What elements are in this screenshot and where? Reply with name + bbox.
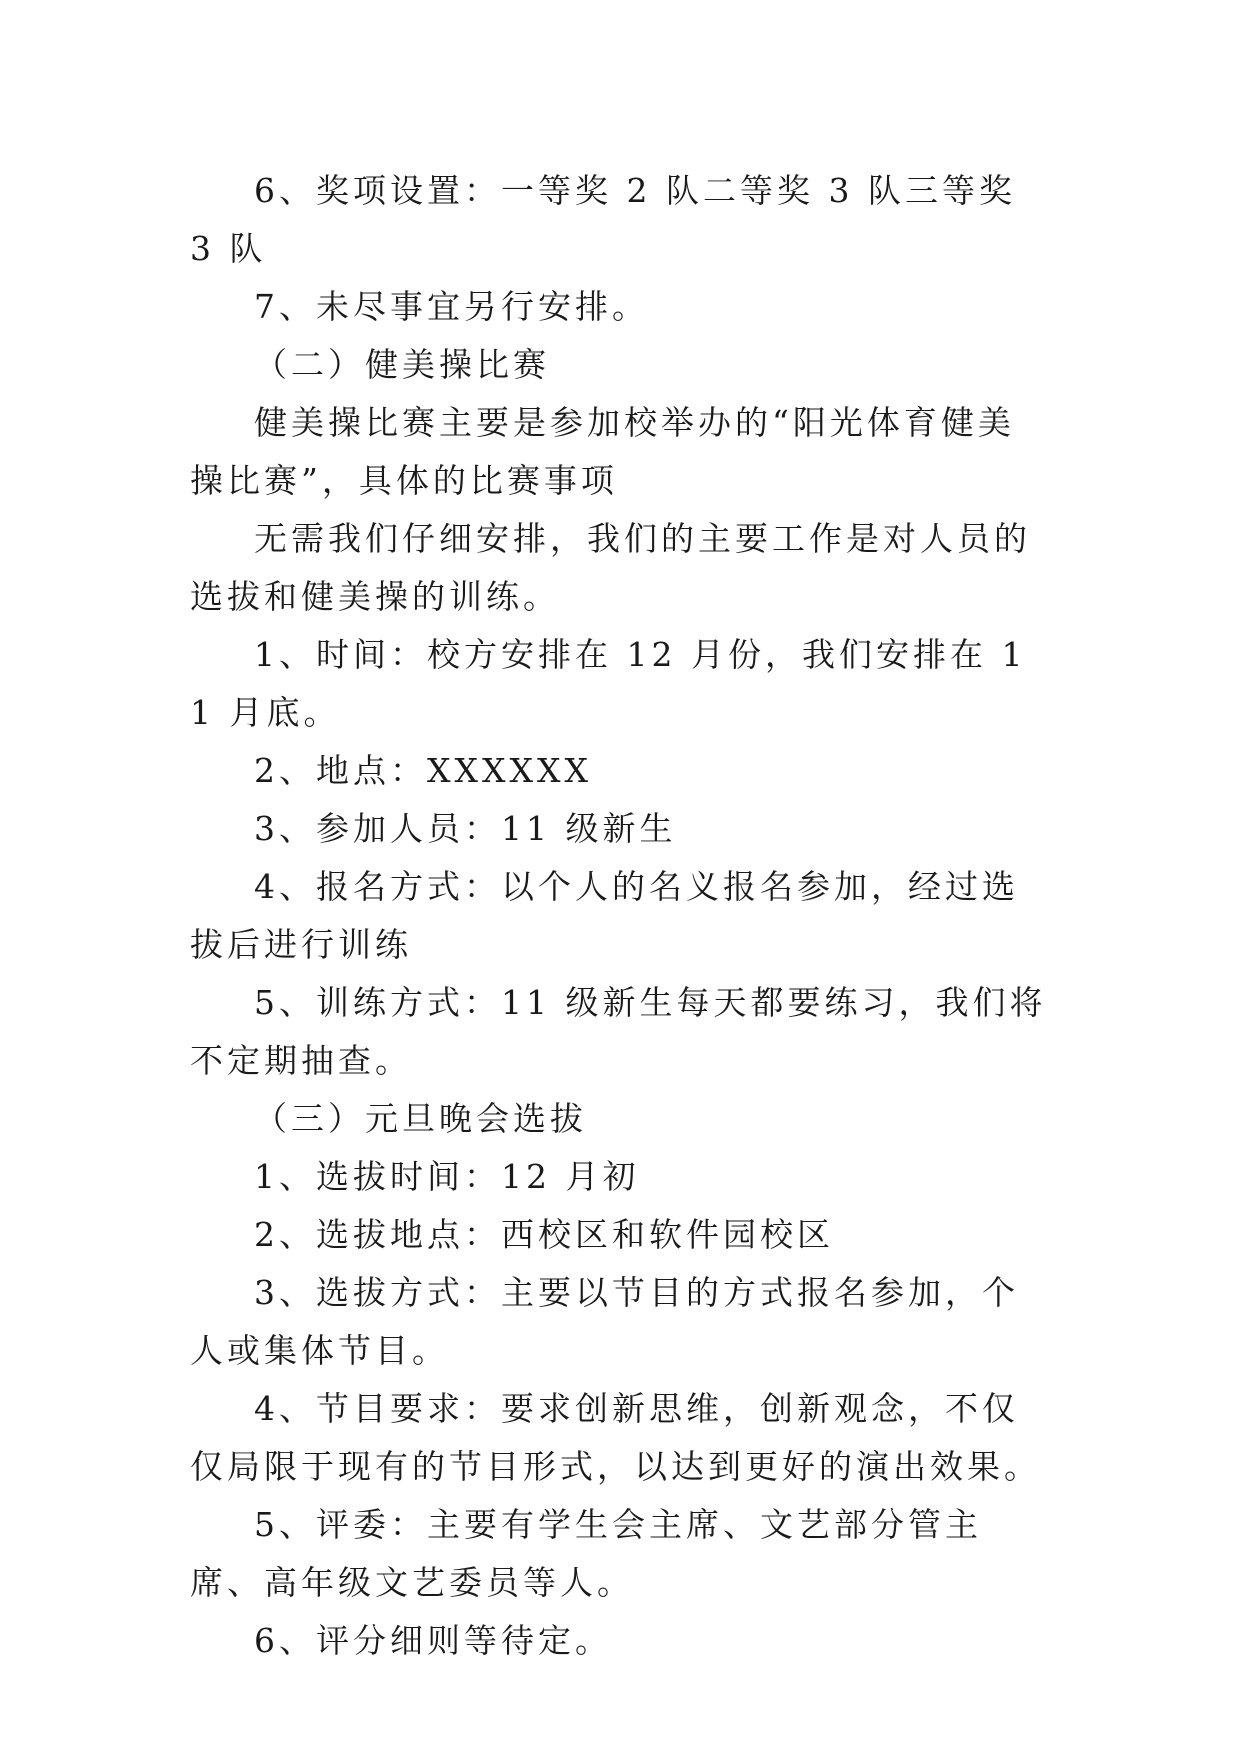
- section-heading-aerobics: （二）健美操比赛: [254, 345, 550, 384]
- section-heading-new-year-gala: （三）元旦晚会选拔: [254, 1099, 587, 1138]
- paragraph-aerobics-location: 2、地点：XXXXXX: [254, 751, 592, 790]
- paragraph-gala-scoring: 6、评分细则等待定。: [254, 1621, 612, 1660]
- document-body: [190, 162, 1050, 1670]
- paragraph-gala-time: 1、选拔时间：12 月初: [254, 1157, 640, 1196]
- paragraph-gala-method: 3、选拔方式：主要以节目的方式报名参加，个人或集体节目。: [190, 1273, 1019, 1370]
- paragraph-gala-location: 2、选拔地点：西校区和软件园校区: [254, 1215, 834, 1254]
- paragraph-other-matters: 7、未尽事宜另行安排。: [254, 287, 649, 326]
- paragraph-aerobics-intro: 健美操比赛主要是参加校举办的“阳光体育健美操比赛”，具体的比赛事项: [190, 403, 1015, 500]
- paragraph-award-settings: 6、奖项设置：一等奖 2 队二等奖 3 队三等奖 3 队: [190, 171, 1016, 268]
- paragraph-aerobics-work: 无需我们仔细安排，我们的主要工作是对人员的选拔和健美操的训练。: [190, 519, 1031, 616]
- paragraph-aerobics-participants: 3、参加人员：11 级新生: [254, 809, 677, 848]
- paragraph-gala-judges: 5、评委：主要有学生会主席、文艺部分管主席、高年级文艺委员等人。: [190, 1505, 982, 1602]
- paragraph-aerobics-time: 1、时间：校方安排在 12 月份，我们安排在 11 月底。: [190, 635, 1027, 732]
- paragraph-aerobics-training: 5、训练方式：11 级新生每天都要练习，我们将不定期抽查。: [190, 983, 1047, 1080]
- paragraph-gala-requirements: 4、节目要求：要求创新思维，创新观念，不仅仅局限于现有的节目形式，以达到更好的演出效果。: [190, 1389, 1041, 1486]
- paragraph-aerobics-registration: 4、报名方式：以个人的名义报名参加，经过选拔后进行训练: [190, 867, 1019, 964]
